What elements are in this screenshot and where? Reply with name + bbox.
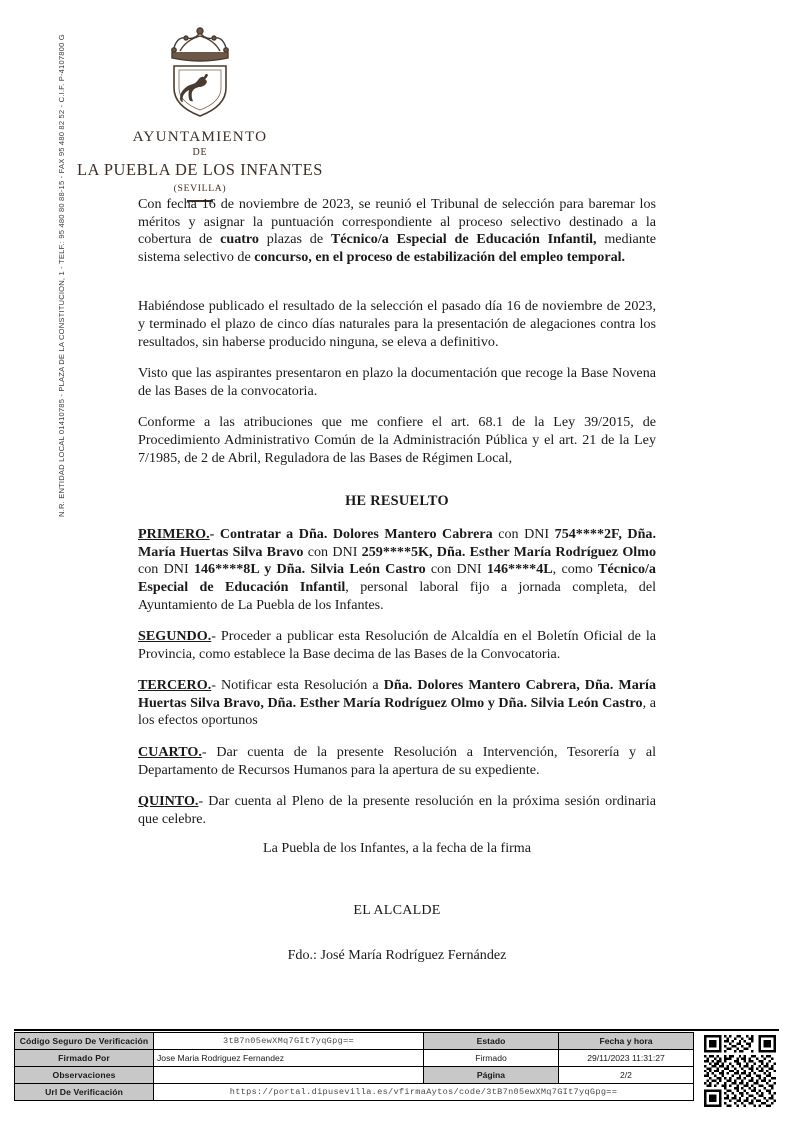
signer-title: EL ALCALDE <box>353 902 441 919</box>
resolution-heading: HE RESUELTO <box>345 493 449 510</box>
qr-code[interactable] <box>704 1035 776 1107</box>
label-estado: Estado <box>424 1033 559 1050</box>
value-csv: 3tB7n05ewXMq7GIt7yqGpg== <box>154 1033 424 1050</box>
label-url-verificacion: Url De Verificación <box>15 1084 154 1101</box>
verification-footer <box>14 1029 779 1113</box>
clause-primero <box>138 526 656 614</box>
qr-code-image <box>704 1035 776 1107</box>
clause-tercero <box>138 677 656 730</box>
value-firmado-por: Jose Maria Rodriguez Fernandez <box>154 1050 424 1067</box>
label-observaciones: Observaciones <box>15 1067 154 1084</box>
clause-cuarto-text: - Dar cuenta de la presente Resolución a Intervención, Tesorería y al Departamento de Recursos Humanos para la apertura de su expediente. <box>138 744 656 778</box>
clause-tercero-label: TERCERO. <box>138 677 212 694</box>
value-observaciones <box>154 1067 424 1084</box>
clause-quinto <box>138 793 656 828</box>
table-row <box>15 1084 694 1101</box>
primero-dni-2-name-3: 259****5K, Dña. Esther María Rodríguez Olmo <box>361 543 656 560</box>
signer-name: Fdo.: José María Rodríguez Fernández <box>287 947 507 964</box>
org-name-line-3: LA PUEBLA DE LOS INFANTES <box>77 160 323 180</box>
paragraph-intro <box>138 196 656 266</box>
primero-dni-3-name-4: 146****8L y Dña. Silvia León Castro <box>193 561 426 578</box>
clause-cuarto-label: CUARTO. <box>138 744 202 761</box>
p1-seg-b: cuatro <box>220 231 259 248</box>
org-name-line-2: DE <box>192 147 208 159</box>
label-fecha-hora: Fecha y hora <box>559 1033 694 1050</box>
primero-seg-m: , personal laboral fijo a jornada completa, del Ayuntamiento de La Puebla de los Infantes. <box>138 578 657 613</box>
clause-quinto-label: QUINTO. <box>138 793 199 810</box>
org-province: (SEVILLA) <box>173 183 227 195</box>
paragraph-published: Habiéndose publicado el resultado de la selección el pasado día 16 de noviembre de 2023, y terminado el plazo de cinco días naturales para la presentación de alegaciones contra los resultados, sin haberse producido ninguna, se eleva a definitivo. <box>138 298 656 350</box>
table-row <box>15 1033 694 1050</box>
clause-segundo-label: SEGUNDO. <box>138 628 212 645</box>
clause-cuarto <box>138 744 656 779</box>
clause-segundo-text: - Proceder a publicar esta Resolución de Alcaldía en el Boletín Oficial de la Provincia, como establece la Base decima de las Bases de la Convocatoria. <box>138 628 656 662</box>
clause-quinto-text: - Dar cuenta al Pleno de la presente resolución en la próxima sesión ordinaria que celebre. <box>138 793 656 827</box>
clause-segundo <box>138 628 656 663</box>
primero-seg-g: con DNI <box>138 561 194 578</box>
tercero-seg-a: - Notificar esta Resolución a <box>211 677 384 694</box>
primero-seg-c: con DNI <box>492 526 555 543</box>
value-pagina: 2/2 <box>559 1067 694 1084</box>
primero-name-1: Dña. Dolores Mantero Cabrera <box>298 526 493 543</box>
left-margin-legend <box>52 34 74 725</box>
footer-top-rule <box>14 1029 779 1031</box>
label-csv: Código Seguro De Verificación <box>15 1033 154 1050</box>
coat-of-arms-icon <box>152 22 248 122</box>
left-margin-legend-text: N.R. ENTIDAD LOCAL 01410785 - PLAZA DE LA CONSTITUCION, 1 - TELF.: 95 480 80 88-15 - FAX 95 480 82 52 - C.I.F. P-4107800 G <box>57 34 66 517</box>
place-and-date: La Puebla de los Infantes, a la fecha de la firma <box>262 840 532 857</box>
clause-primero-label: PRIMERO. <box>138 526 210 543</box>
p1-seg-f: concurso, en el proceso de estabilización del empleo temporal. <box>254 248 626 265</box>
primero-seg-a: - Contratar a <box>209 526 299 543</box>
paragraph-documentation: Visto que las aspirantes presentaron en plazo la documentación que recoge la Base Novena de las Bases de la convocatoria. <box>138 365 656 399</box>
primero-dni-1-name-2: 754****2F, Dña. María Huertas Silva Bravo <box>138 526 656 560</box>
tercero-names: Dña. Dolores Mantero Cabrera, Dña. María Huertas Silva Bravo, Dña. Esther María Rodríguez Olmo y Dña. Silvia León Castro <box>138 677 656 711</box>
table-row <box>15 1050 694 1067</box>
value-estado: Firmado <box>424 1050 559 1067</box>
label-pagina: Página <box>424 1067 559 1084</box>
letterhead <box>0 22 400 202</box>
p1-seg-c: plazas de <box>258 231 331 248</box>
p1-seg-d: Técnico/a Especial de Educación Infantil, <box>330 231 597 248</box>
p1-seg-a: Con fecha 16 de noviembre de 2023, se reunió el Tribunal de selección para baremar los méritos y asignar la puntuación correspondiente al proceso selectivo destinado a la cobertura de <box>138 196 656 248</box>
primero-seg-k: , como <box>552 561 599 578</box>
primero-job-title: Técnico/a Especial de Educación Infantil <box>138 561 656 595</box>
table-row <box>15 1067 694 1084</box>
primero-dni-4: 146****4L <box>486 561 553 578</box>
primero-seg-e: con DNI <box>303 543 362 560</box>
primero-seg-i: con DNI <box>425 561 487 578</box>
p1-seg-e: mediante sistema selectivo de <box>138 231 656 265</box>
value-fecha-hora: 29/11/2023 11:31:27 <box>559 1050 694 1067</box>
label-firmado-por: Firmado Por <box>15 1050 154 1067</box>
tercero-seg-c: , a los efectos oportunos <box>138 694 656 729</box>
document-body <box>138 196 656 964</box>
verification-table <box>14 1032 694 1101</box>
value-url-verificacion[interactable]: https://portal.dipusevilla.es/vfirmaAytos/code/3tB7n05ewXMq7GIt7yqGpg== <box>154 1084 694 1101</box>
paragraph-legal-basis: Conforme a las atribuciones que me confiere el art. 68.1 de la Ley 39/2015, de Procedimiento Administrativo Común de la Administración Pública y el art. 21 de la Ley 7/1985, de 2 de Abril, Reguladora de las Bases de Régimen Local, <box>138 414 656 466</box>
org-name-line-1: AYUNTAMIENTO <box>132 128 268 145</box>
